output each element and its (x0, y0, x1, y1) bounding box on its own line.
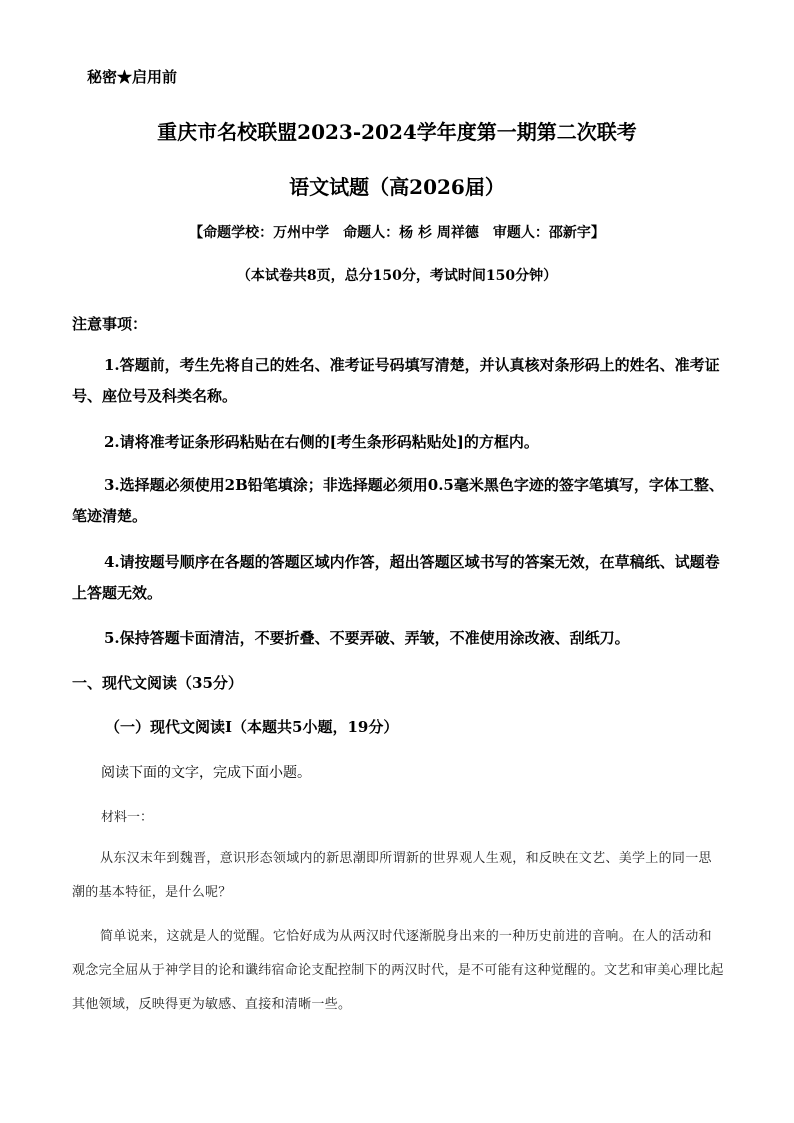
secret-mark: 秘密★启用前 (87, 68, 178, 86)
paper-info: （本试卷共8页，总分150分，考试时间150分钟） (236, 268, 558, 284)
notice-heading: 注意事项： (72, 315, 148, 333)
author-info: 【命题学校：万州中学 命题人：杨 杉 周祥德 审题人：邵新宇】 (189, 225, 605, 241)
material-paragraph-1: 从东汉末年到魏晋，意识形态领域内的新思潮即所谓新的世界观人生观，和反映在文艺、美学上的同一思潮的基本特征，是什么呢？ (72, 851, 712, 900)
exam-title: 重庆市名校联盟2023-2024学年度第一期第二次联考 (157, 120, 637, 144)
notice-item-5: 5.保持答题卡面清洁，不要折叠、不要弄破、弄皱，不准使用涂改液、刮纸刀。 (104, 629, 630, 647)
reading-instruction: 阅读下面的文字，完成下面小题。 (101, 765, 311, 781)
exam-subtitle: 语文试题（高2026届） (289, 175, 505, 199)
material-label: 材料一： (101, 810, 154, 825)
notice-item-2: 2.请将准考证条形码粘贴在右侧的[考生条形码粘贴处]的方框内。 (104, 433, 539, 451)
notice-item-3: 3.选择题必须使用2B铅笔填涂；非选择题必须用0.5毫米黑色字迹的签字笔填写，字体工整、笔迹清楚。 (72, 476, 724, 525)
material-paragraph-2: 简单说来，这就是人的觉醒。它恰好成为从两汉时代逐渐脱身出来的一种历史前进的音响。在人的活动和观念完全屈从于神学目的论和谶纬宿命论支配控制下的两汉时代，是不可能有这种觉醒的。文艺和审美心理比起其他领域，反映得更为敏感、直接和清晰一些。 (72, 929, 724, 1012)
section-heading: 一、现代文阅读（35分） (72, 674, 243, 692)
notice-item-4: 4.请按题号顺序在各题的答题区域内作答，超出答题区域书写的答案无效，在草稿纸、试题卷上答题无效。 (72, 553, 720, 602)
notice-item-1: 1.答题前，考生先将自己的姓名、准考证号码填写清楚，并认真核对条形码上的姓名、准考证号、座位号及科类名称。 (72, 356, 720, 405)
subsection-heading: （一）现代文阅读Ⅰ（本题共5小题，19分） (105, 718, 399, 736)
